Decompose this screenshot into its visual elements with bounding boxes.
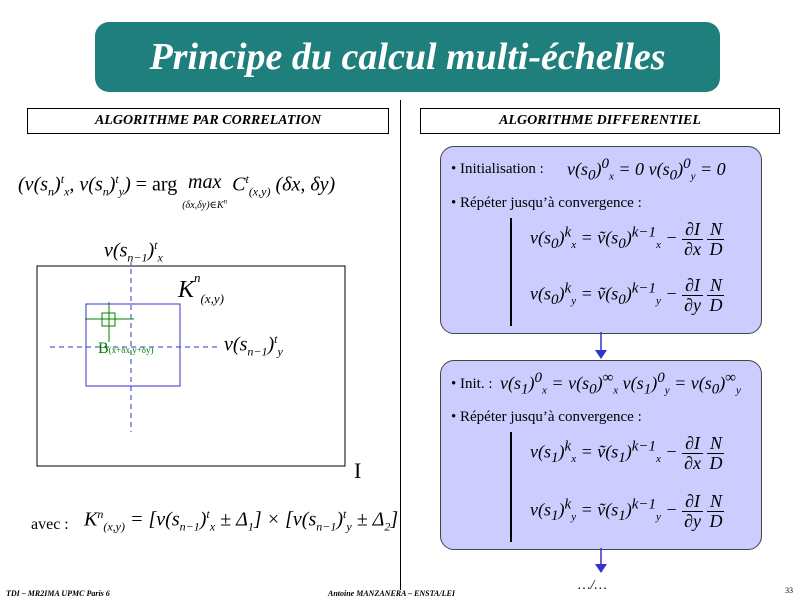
panel1-bracket <box>510 218 512 326</box>
right-heading-text: ALGORITHME DIFFERENTIEL <box>499 113 701 128</box>
title-banner <box>95 22 720 92</box>
down-arrow-1 <box>594 332 608 360</box>
panel1-update-x: $v(s_0)^k_x$ = $ṽ(s_0)^{k-1}_x$ − $\frac{\partial I}{\partial x}$ $\frac{N}{D}$ <box>530 219 723 259</box>
page-number: 33 <box>785 586 793 595</box>
continuation-ellipsis: …/… <box>578 578 607 593</box>
down-arrow-2 <box>594 548 608 574</box>
panel1-update-y: $v(s_0)^k_y$ = $ṽ(s_0)^{k-1}_y$ − $\frac{\partial I}{\partial y}$ $\frac{N}{D}$ <box>530 275 723 315</box>
window-definition-formula: $K^n_{(x,y)} = [v(s_{n-1})^t_x \pm \Delta_1] \times [v(s_{n-1})^t_y \pm \Delta_2]$ <box>84 507 399 534</box>
panel2-update-y: $v(s_1)^k_y$ = $ṽ(s_1)^{k-1}_y$ − $\frac{\partial I}{\partial y}$ $\frac{N}{D}$ <box>530 491 723 531</box>
panel2-init-formula: $v(s_1)^0_x = v(s_0)^\infty_x$ $v(s_1)^0_y = v(s_0)^\infty_y$ <box>500 370 741 398</box>
block-label-text: B <box>98 340 109 357</box>
block-label-subscript: (x+δx,y+δy) <box>108 345 154 355</box>
panel1-init-label: • Initialisation : <box>451 161 544 177</box>
right-section-heading <box>420 108 780 134</box>
panel1-init-formula: $v(s_0)^0_x = 0$ $v(s_0)^0_y = 0$ <box>567 156 726 184</box>
search-window-label: $K^n_{(x,y)}$ <box>178 270 224 306</box>
panel1-repeat-label: • Répéter jusqu’à convergence : <box>451 195 642 211</box>
vertical-component-label: $v(s_{n-1})^t_x$ <box>104 238 163 265</box>
panel2-init-label: • Init. : <box>451 376 493 392</box>
horizontal-component-label: $v(s_{n-1})^t_y$ <box>224 332 283 359</box>
slide-title: Principe du calcul multi-échelles <box>149 36 666 78</box>
correlation-formula: ($v(s_n)^t_x$, $v(s_n)^t_y$) = arg max $(\delta x,\delta y)\in K^n$ $C^t_{(x,y)}$ (δx, δy) <box>18 171 336 211</box>
footer-author: Antoine MANZANERA – ENSTA/LEI <box>328 589 455 598</box>
panel2-bracket <box>510 432 512 542</box>
image-label: I <box>354 458 362 483</box>
avec-label: avec : <box>31 516 69 533</box>
footer-course: TDI – MR2IMA UPMC Paris 6 <box>6 589 110 598</box>
panel2-update-x: $v(s_1)^k_x$ = $ṽ(s_1)^{k-1}_x$ − $\frac{\partial I}{\partial x}$ $\frac{N}{D}$ <box>530 433 723 473</box>
column-divider <box>400 100 401 590</box>
panel2-repeat-label: • Répéter jusqu’à convergence : <box>451 409 642 425</box>
left-section-heading <box>27 108 389 134</box>
block-label <box>98 340 154 358</box>
left-heading-text: ALGORITHME PAR CORRELATION <box>94 113 322 128</box>
